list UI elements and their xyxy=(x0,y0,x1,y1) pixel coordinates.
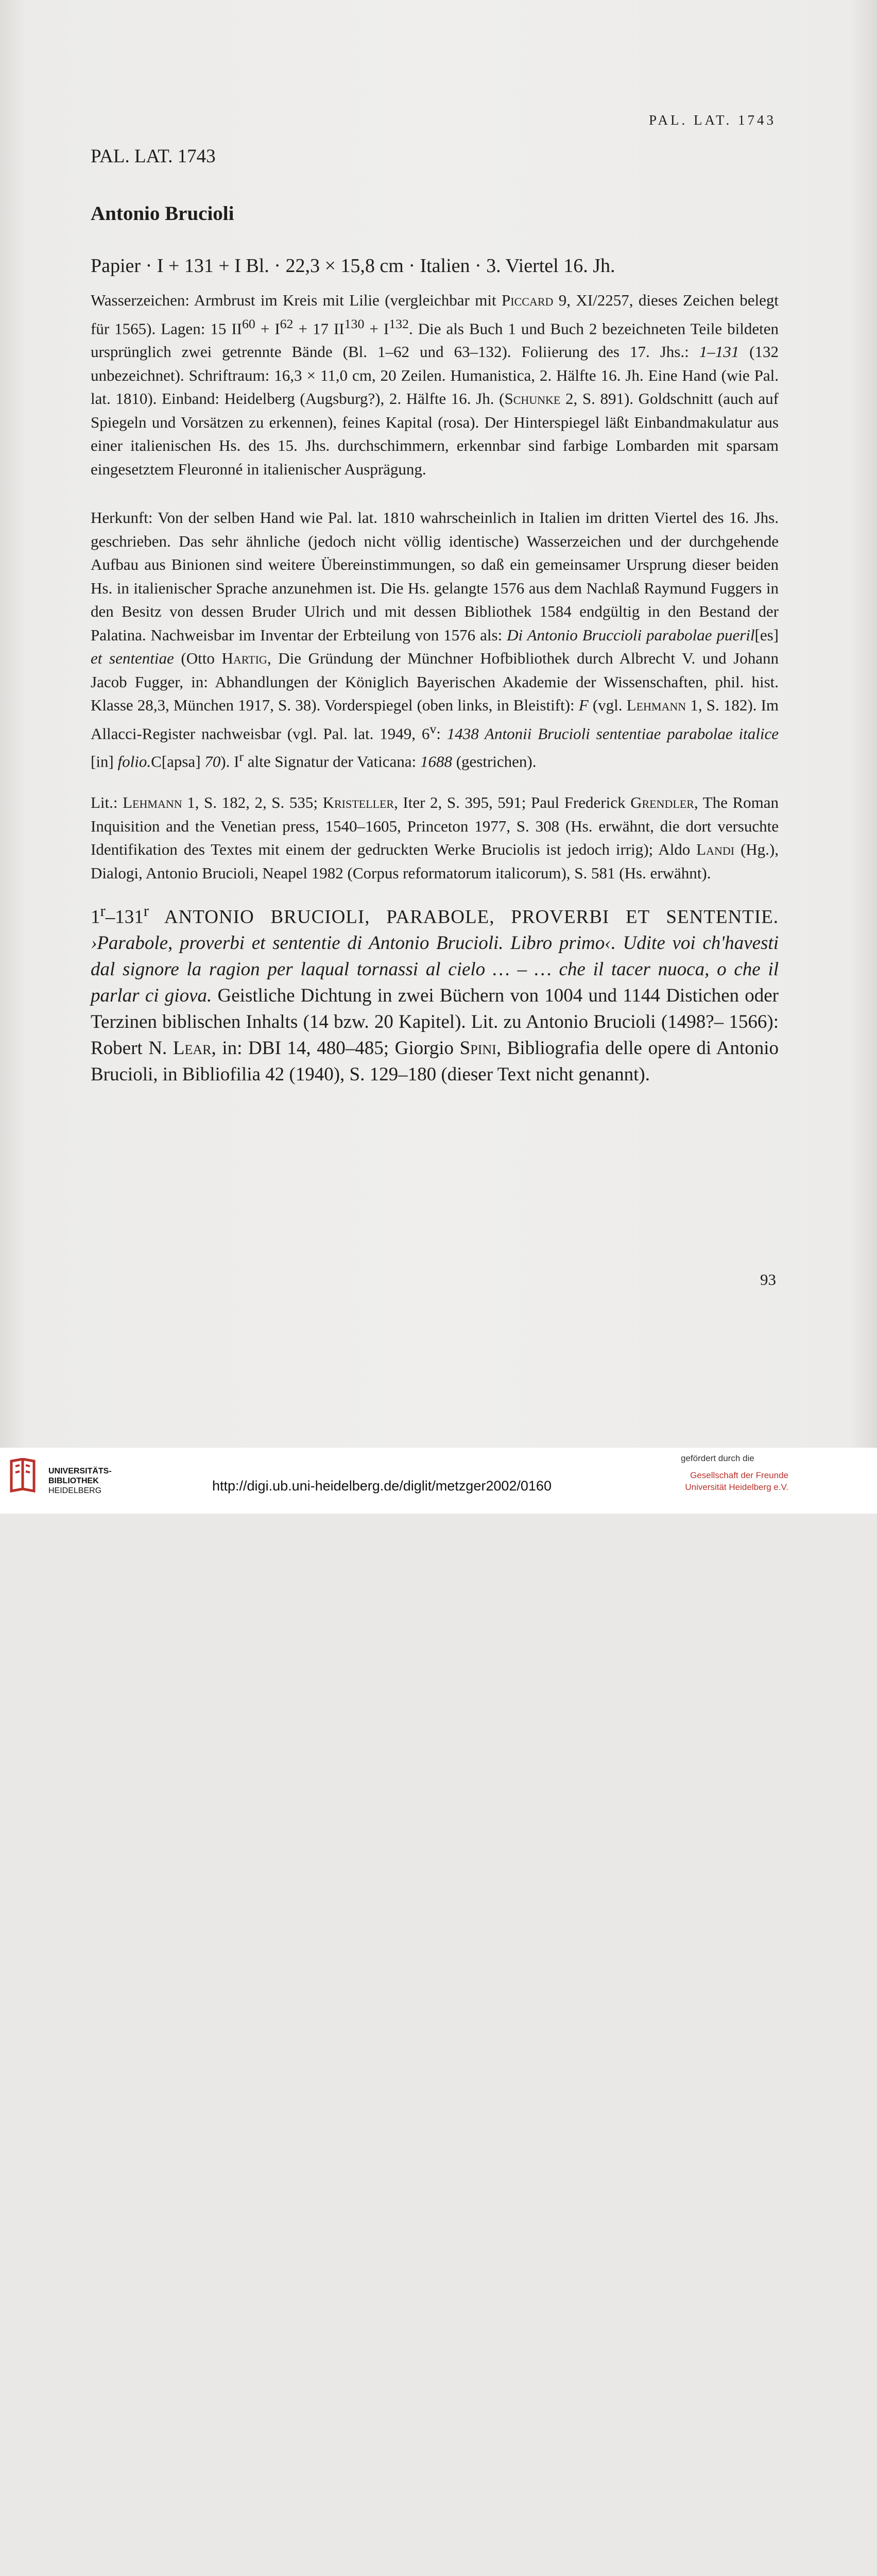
page-number: 93 xyxy=(760,1270,776,1289)
literature-paragraph: Lit.: Lehmann 1, S. 182, 2, S. 535; Kristeller, Iter 2, S. 395, 591; Paul Frederick Grendler, The Roman Inquisition and the Venetian press, 1540–1605, Princeton 1977, S. 308 (Hs. erwähnt, die dort versuchte Identifikation des Textes mit einem der gedruckten Werke Bruciolis ist jedoch irrig); Aldo Landi (Hg.), Dialogi, Antonio Brucioli, Neapel 1982 (Corpus reformatorum italicorum), S. 581 (Hs. erwähnt). xyxy=(91,793,779,882)
library-name-line1: UNIVERSITÄTS- xyxy=(48,1467,112,1476)
society-name-line2: Universität Heidelberg e.V. xyxy=(685,1482,788,1492)
library-name-line2: BIBLIOTHEK xyxy=(48,1477,99,1485)
library-name-line3: HEIDELBERG xyxy=(48,1486,102,1495)
content-entry: 1$^r$–131$^r$ ANTONIO BRUCIOLI, PARABOLE, PROVERBI ET SENTENTIE. ›Parabole, proverbi et sententie di Antonio Brucioli. Libro primo‹. Udite voi ch'havesti dal signore la ragion per laqual tornassi al cielo … – … che il tacer nuoca, o che il parlar ci giova. Geistliche Dichtung in zwei Büchern von 1004 und 1144 Distichen oder Terzinen biblischen Inhalts (14 bzw. 20 Kapitel). Lit. zu Antonio Brucioli (1498?– 1566): Robert N. Lear, in: DBI 14, 480–485; Giorgio Spini, Bibliografia delle opere di Antonio Brucioli, in Bibliofilia 42 (1940), S. 129–180 (dieser Text nicht genannt). xyxy=(91,902,779,1086)
physical-description: Papier · I + 131 + I Bl. · 22,3 × 15,8 cm · Italien · 3. Viertel 16. Jh. xyxy=(91,255,615,277)
permalink-url[interactable]: http://digi.ub.uni-heidelberg.de/diglit/metzger2002/0160 xyxy=(212,1478,552,1494)
author-heading: Antonio Brucioli xyxy=(91,202,234,225)
provenance-paragraph: Herkunft: Von der selben Hand wie Pal. lat. 1810 wahrscheinlich in Italien im dritten Viertel des 16. Jhs. geschrieben. Das sehr ähnliche (jedoch nicht völlig identische) Wasserzeichen und der durchgehende Aufbau aus Binionen sind weitere Übereinstimmungen, so daß ein gemeinsamer Ursprung dieser beiden Hs. in italienischer Sprache anzunehmen ist. Die Hs. gelangte 1576 aus dem Nachlaß Raymund Fuggers in den Besitz von dessen Bruder Ulrich und mit dessen Bibliothek 1584 endgültig in den Bestand der Palatina. Nachweisbar im Inventar der Erbteilung von 1576 als: Di Antonio Bruccioli parabolae pueril[es] et sententiae (Otto Hartig, Die Gründung der Münchner Hofbibliothek durch Albrecht V. und Johann Jacob Fugger, in: Abhandlungen der Königlich Bayerischen Akademie der Wissenschaften, phil. hist. Klasse 28,3, München 1917, S. 38). Vorderspiegel (oben links, in Bleistift): F (vgl. Lehmann 1, S. 182). Im Allacci-Register nachweisbar (vgl. Pal. lat. 1949, 6$^v$: 1438 Antonii Brucioli sententiae parabolae italice [in] folio.C[apsa] 70). $I^r$ alte Signatur der Vaticana: 1688 (gestrichen). xyxy=(91,509,779,771)
funded-by-label: gefördert durch die xyxy=(681,1453,754,1463)
society-name[interactable] xyxy=(650,1469,788,1493)
ub-logo-icon[interactable] xyxy=(7,1458,38,1493)
codicological-description: Wasserzeichen: Armbrust im Kreis mit Lilie (vergleichbar mit Piccard 9, XI/2257, dieses Zeichen belegt für 1565). Lagen: 15 $II^{60} + I^{62} + 17$ $II^{130} + I^{132}$. Die als Buch 1 und Buch 2 bezeichneten Teile bildeten ursprünglich zwei getrennte Bände (Bl. 1–62 und 63–132). Foliierung des 17. Jhs.: 1–131 (132 unbezeichnet). Schriftraum: 16,3 × 11,0 cm, 20 Zeilen. Humanistica, 2. Hälfte 16. Jh. Eine Hand (wie Pal. lat. 1810). Einband: Heidelberg (Augsburg?), 2. Hälfte 16. Jh. (Schunke 2, S. 891). Goldschnitt (auch auf Spiegeln und Vorsätzen zu erkennen), feines Kapital (rosa). Der Hinterspiegel läßt Einbandmakulatur aus einer italienischen Hs. des 15. Jhs. durchschimmern, erkennbar sind farbige Lombarden mit sparsam eingesetztem Fleuronné in italienischer Ausprägung. xyxy=(91,291,779,478)
running-head: PAL. LAT. 1743 xyxy=(648,112,776,128)
shelfmark-heading: PAL. LAT. 1743 xyxy=(91,146,216,167)
society-name-line1: Gesellschaft der Freunde xyxy=(690,1470,788,1480)
library-name[interactable] xyxy=(48,1466,112,1496)
